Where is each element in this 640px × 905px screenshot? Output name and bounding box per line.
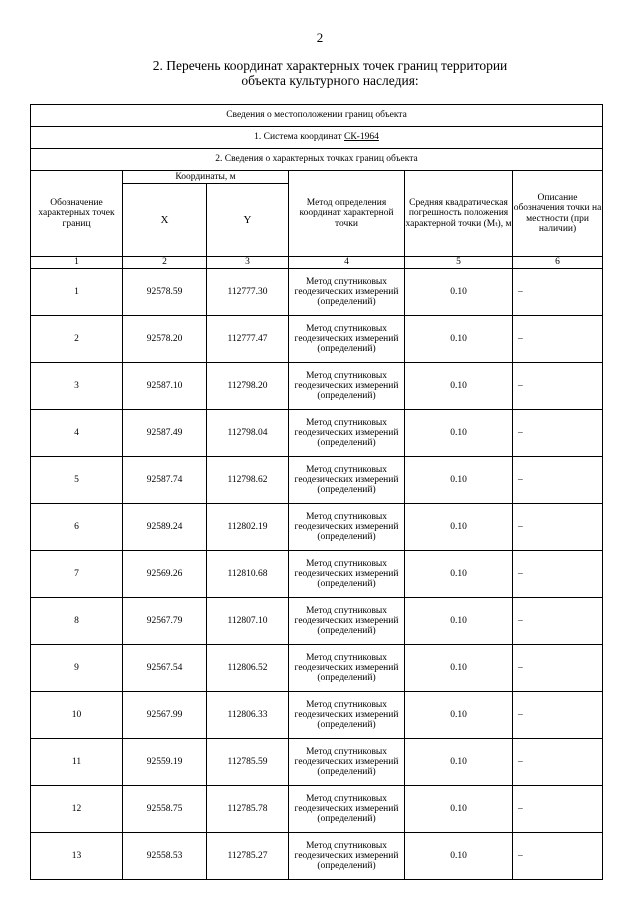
y-coordinate-cell: 112777.47 bbox=[207, 315, 289, 362]
description-cell: – bbox=[513, 691, 603, 738]
method-cell: Метод спутниковых геодезических измерений (определений) bbox=[289, 644, 405, 691]
header-accuracy: Средняя квадратическая погрешность положения характерной точки (Mₜ), м bbox=[405, 171, 513, 257]
table-row bbox=[31, 738, 603, 785]
x-coordinate-cell: 92569.26 bbox=[123, 550, 207, 597]
description-cell: – bbox=[513, 785, 603, 832]
method-cell: Метод спутниковых геодезических измерений (определений) bbox=[289, 268, 405, 315]
column-number: 5 bbox=[405, 257, 513, 269]
description-cell: – bbox=[513, 597, 603, 644]
point-designation-cell: 9 bbox=[31, 644, 123, 691]
header-point-designation: Обозначение характерных точек границ bbox=[31, 171, 123, 257]
accuracy-cell: 0.10 bbox=[405, 644, 513, 691]
column-number: 3 bbox=[207, 257, 289, 269]
coordinate-system-row bbox=[31, 127, 603, 149]
y-coordinate-cell: 112802.19 bbox=[207, 503, 289, 550]
description-cell: – bbox=[513, 268, 603, 315]
title-line-1: 2. Перечень координат характерных точек границ территории bbox=[152, 58, 508, 73]
accuracy-cell: 0.10 bbox=[405, 597, 513, 644]
method-cell: Метод спутниковых геодезических измерений (определений) bbox=[289, 362, 405, 409]
point-designation-cell: 5 bbox=[31, 456, 123, 503]
accuracy-cell: 0.10 bbox=[405, 738, 513, 785]
column-number: 1 bbox=[31, 257, 123, 269]
point-designation-cell: 7 bbox=[31, 550, 123, 597]
y-coordinate-cell: 112785.27 bbox=[207, 832, 289, 879]
method-cell: Метод спутниковых геодезических измерений (определений) bbox=[289, 456, 405, 503]
point-designation-cell: 12 bbox=[31, 785, 123, 832]
method-cell: Метод спутниковых геодезических измерений (определений) bbox=[289, 691, 405, 738]
description-cell: – bbox=[513, 550, 603, 597]
accuracy-cell: 0.10 bbox=[405, 362, 513, 409]
coordinate-system-label: 1. Система координат bbox=[254, 132, 344, 143]
description-cell: – bbox=[513, 409, 603, 456]
x-coordinate-cell: 92567.79 bbox=[123, 597, 207, 644]
document-title bbox=[100, 58, 560, 88]
x-coordinate-cell: 92589.24 bbox=[123, 503, 207, 550]
description-cell: – bbox=[513, 738, 603, 785]
accuracy-cell: 0.10 bbox=[405, 691, 513, 738]
coordinate-system-value: СК-1964 bbox=[343, 132, 379, 143]
accuracy-cell: 0.10 bbox=[405, 550, 513, 597]
description-cell: – bbox=[513, 315, 603, 362]
method-cell: Метод спутниковых геодезических измерений (определений) bbox=[289, 832, 405, 879]
x-coordinate-cell: 92559.19 bbox=[123, 738, 207, 785]
header-y: Y bbox=[207, 184, 289, 257]
table-row bbox=[31, 362, 603, 409]
coordinates-table bbox=[30, 104, 603, 880]
method-cell: Метод спутниковых геодезических измерений (определений) bbox=[289, 597, 405, 644]
method-cell: Метод спутниковых геодезических измерений (определений) bbox=[289, 315, 405, 362]
y-coordinate-cell: 112798.04 bbox=[207, 409, 289, 456]
x-coordinate-cell: 92587.10 bbox=[123, 362, 207, 409]
column-number: 4 bbox=[289, 257, 405, 269]
points-info-label: 2. Сведения о характерных точках границ объекта bbox=[31, 149, 603, 171]
description-cell: – bbox=[513, 362, 603, 409]
description-cell: – bbox=[513, 456, 603, 503]
method-cell: Метод спутниковых геодезических измерений (определений) bbox=[289, 738, 405, 785]
y-coordinate-cell: 112798.62 bbox=[207, 456, 289, 503]
accuracy-cell: 0.10 bbox=[405, 832, 513, 879]
table-row bbox=[31, 268, 603, 315]
point-designation-cell: 11 bbox=[31, 738, 123, 785]
y-coordinate-cell: 112777.30 bbox=[207, 268, 289, 315]
header-method: Метод определения координат характерной точки bbox=[289, 171, 405, 257]
y-coordinate-cell: 112798.20 bbox=[207, 362, 289, 409]
header-coordinates: Координаты, м bbox=[123, 171, 289, 184]
column-number: 6 bbox=[513, 257, 603, 269]
method-cell: Метод спутниковых геодезических измерений (определений) bbox=[289, 785, 405, 832]
accuracy-cell: 0.10 bbox=[405, 785, 513, 832]
x-coordinate-cell: 92567.54 bbox=[123, 644, 207, 691]
point-designation-cell: 6 bbox=[31, 503, 123, 550]
accuracy-cell: 0.10 bbox=[405, 268, 513, 315]
point-designation-cell: 8 bbox=[31, 597, 123, 644]
description-cell: – bbox=[513, 644, 603, 691]
y-coordinate-cell: 112806.52 bbox=[207, 644, 289, 691]
point-designation-cell: 1 bbox=[31, 268, 123, 315]
x-coordinate-cell: 92587.74 bbox=[123, 456, 207, 503]
method-cell: Метод спутниковых геодезических измерений (определений) bbox=[289, 503, 405, 550]
point-designation-cell: 3 bbox=[31, 362, 123, 409]
table-row bbox=[31, 832, 603, 879]
method-cell: Метод спутниковых геодезических измерений (определений) bbox=[289, 409, 405, 456]
section-header: Сведения о местоположении границ объекта bbox=[31, 105, 603, 127]
table-row bbox=[31, 315, 603, 362]
table-row bbox=[31, 785, 603, 832]
table-row bbox=[31, 550, 603, 597]
description-cell: – bbox=[513, 503, 603, 550]
header-x: X bbox=[123, 184, 207, 257]
x-coordinate-cell: 92567.99 bbox=[123, 691, 207, 738]
table-row bbox=[31, 409, 603, 456]
header-description: Описание обозначения точки на местности (при наличии) bbox=[513, 171, 603, 257]
accuracy-cell: 0.10 bbox=[405, 456, 513, 503]
x-coordinate-cell: 92587.49 bbox=[123, 409, 207, 456]
accuracy-cell: 0.10 bbox=[405, 409, 513, 456]
method-cell: Метод спутниковых геодезических измерений (определений) bbox=[289, 550, 405, 597]
point-designation-cell: 10 bbox=[31, 691, 123, 738]
table-row bbox=[31, 503, 603, 550]
point-designation-cell: 13 bbox=[31, 832, 123, 879]
x-coordinate-cell: 92578.20 bbox=[123, 315, 207, 362]
y-coordinate-cell: 112785.59 bbox=[207, 738, 289, 785]
y-coordinate-cell: 112810.68 bbox=[207, 550, 289, 597]
title-line-2: объекта культурного наследия: bbox=[241, 73, 419, 88]
table-row bbox=[31, 597, 603, 644]
table-row bbox=[31, 456, 603, 503]
point-designation-cell: 2 bbox=[31, 315, 123, 362]
table-row bbox=[31, 691, 603, 738]
y-coordinate-cell: 112806.33 bbox=[207, 691, 289, 738]
x-coordinate-cell: 92558.53 bbox=[123, 832, 207, 879]
accuracy-cell: 0.10 bbox=[405, 503, 513, 550]
column-number: 2 bbox=[123, 257, 207, 269]
page-number: 2 bbox=[316, 30, 324, 45]
y-coordinate-cell: 112785.78 bbox=[207, 785, 289, 832]
description-cell: – bbox=[513, 832, 603, 879]
accuracy-cell: 0.10 bbox=[405, 315, 513, 362]
x-coordinate-cell: 92578.59 bbox=[123, 268, 207, 315]
table-row bbox=[31, 644, 603, 691]
point-designation-cell: 4 bbox=[31, 409, 123, 456]
y-coordinate-cell: 112807.10 bbox=[207, 597, 289, 644]
x-coordinate-cell: 92558.75 bbox=[123, 785, 207, 832]
